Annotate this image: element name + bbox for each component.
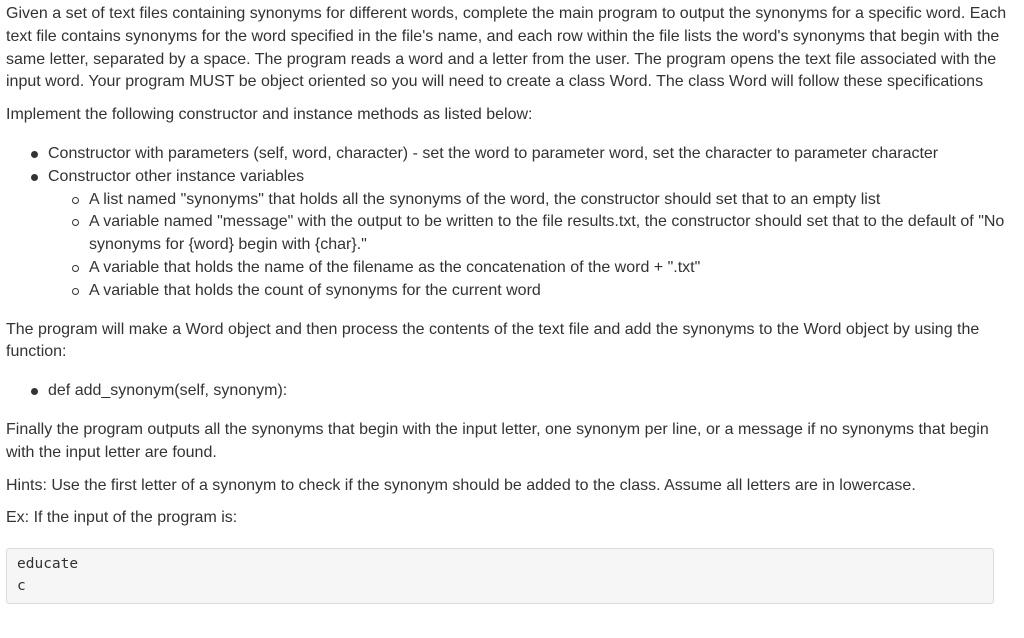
sub-item-filename: A variable that holds the name of the filename as the concatenation of the word + ".txt" [89,257,1010,280]
intro-paragraph: Given a set of text files containing synonyms for different words, complete the main program to output the synonyms for a specific word. Each text file contains synonyms for the word specified in the file's name, and each row within the file lists the word's synonyms that begin with the same letter, separated by a space. The program reads a word and a letter from the user. The program opens the text file associated with the input word. Your program MUST be object oriented so you will need to create a class Word. The class Word will follow these specifications [6,5,1007,91]
example-input-code-block [6,548,994,604]
spec-item-instance-variables [48,166,1010,303]
program-paragraph: The program will make a Word object and then process the contents of the text file and add the synonyms to the Word object by using the function: [6,320,980,361]
document-body [6,3,1010,604]
finally-paragraph: Finally the program outputs all the synonyms that begin with the input letter, one synonym per line, or a message if no synonyms that begin with the input letter are found. [6,420,989,461]
example-intro: Ex: If the input of the program is: [6,509,238,527]
hints-paragraph: Hints: Use the first letter of a synonym to check if the synonym should be added to the class. Assume all letters are in lowercase. [6,476,916,494]
code-line: educate [17,556,79,573]
sub-item-synonyms-list: A list named "synonyms" that holds all the synonyms of the word, the constructor should set that to an empty list [89,189,1010,212]
sub-item-message: A variable named "message" with the output to be written to the file results.txt, the constructor should set that to the default of "No synonyms for {word} begin with {char}." [89,211,1010,257]
sub-item-count: A variable that holds the count of synonyms for the current word [89,280,1010,303]
spec-item-constructor-params [48,143,1010,166]
method-item-add-synonym: def add_synonym(self, synonym): [48,380,1010,403]
implement-heading: Implement the following constructor and instance methods as listed below: [6,106,533,124]
instance-variables-list [48,189,1010,303]
spec-list [6,143,1010,303]
spec-item-text: Constructor with parameters (self, word, character) - set the word to parameter word, set the character to parameter character [48,144,939,162]
method-list [6,380,1010,403]
spec-item-text: Constructor other instance variables [48,167,305,185]
code-line: c [17,578,26,595]
